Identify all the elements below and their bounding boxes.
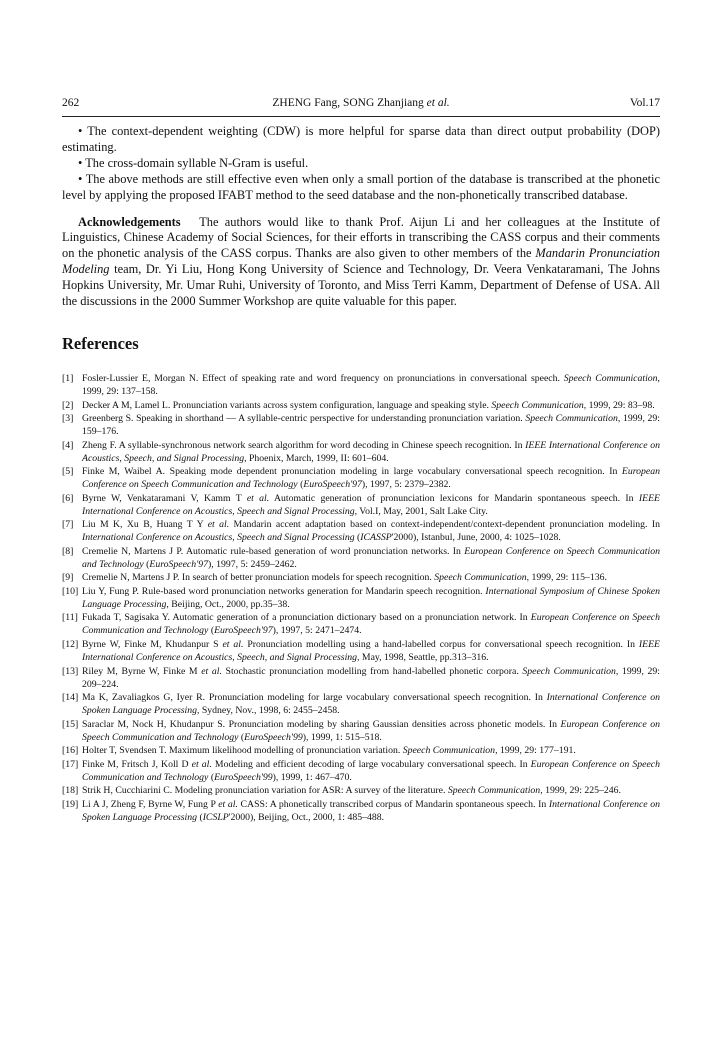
reference-text: ( [208,771,215,783]
reference-italic-text: EuroSpeech'97 [303,479,362,491]
reference-item [62,798,660,824]
reference-text: Finke M, Fritsch J, Koll D [82,758,192,770]
reference-text: , Sydney, Nov., 1998, 6: 2455–2458. [197,705,340,717]
reference-text: , 1999, 29: 225–246. [540,785,621,797]
reference-number: [4] [62,439,74,451]
bullet-point: • The cross-domain syllable N-Gram is useful. [78,155,309,170]
reference-item [62,744,660,757]
reference-text: Riley M, Byrne W, Finke M [82,665,202,677]
reference-text: ), 1999, 1: 515–518. [302,731,382,743]
acknowledgements-text: The authors would like to thank Prof. Aijun Li and her colleagues at the Institute of Linguistics, Chinese Academy of Social Sciences, for their efforts in transcribing the CASS corpus and their comments on the phonetic analysis of the CASS corpus. Thanks are also given to other members of the [62,214,660,261]
reference-text: '2000), Beijing, Oct., 2000, 1: 485–488. [228,811,385,823]
reference-italic-text: Speech Communication [525,413,618,425]
reference-text: CASS: A phonetically transcribed corpus of Mandarin spontaneous speech. In [237,798,549,810]
reference-item [62,585,660,611]
reference-item [62,372,660,398]
reference-item [62,465,660,491]
acknowledgements-paragraph [62,215,660,310]
volume-label: Vol.17 [629,97,660,109]
reference-number: [6] [62,492,74,504]
reference-text: Ma K, Zavaliagkos G, Iyer R. Pronunciation modeling for large vocabulary conversational speech recognition. In [82,692,547,704]
bullet-point: • The context-dependent weighting (CDW) is more helpful for sparse data than direct output probability (DOP) estimating. [62,124,660,154]
reference-text: , 1999, 29: 83–98. [583,399,655,411]
header-rule [62,116,660,117]
reference-text: Cremelie N, Martens J P. Automatic rule-based generation of word pronunciation networks. In [82,545,465,557]
reference-italic-text: International Conference on Acoustics, Speech and Signal Processing [82,532,355,544]
reference-number: [14] [62,692,79,704]
reference-number: [18] [62,785,79,797]
reference-number: [10] [62,585,79,597]
acknowledgements-team-name: Mandarin Pronunciation Modeling [62,246,660,277]
reference-italic-text: EuroSpeech'99 [214,771,273,783]
reference-text: , 1999, 29: 159–176. [82,413,660,438]
reference-text: Greenberg S. Speaking in shorthand — A syllable-centric perspective for understanding pronunciation variation. [82,413,526,425]
reference-number: [2] [62,399,74,411]
reference-text: ), 1997, 5: 2471–2474. [272,625,362,637]
reference-italic-text: et al. [207,519,230,531]
reference-number: [9] [62,572,74,584]
reference-item [62,545,660,571]
reference-italic-text: European Conference on Speech Communication and Technology [82,545,660,570]
reference-italic-text: European Conference on Speech Communication and Technology [82,718,660,743]
reference-text: Li A J, Zheng F, Byrne W, Fung P [82,798,219,810]
reference-text: Liu M K, Xu B, Huang T Y [82,519,208,531]
reference-item [62,571,660,584]
reference-italic-text: et al. [191,758,212,770]
reference-italic-text: European Conference on Speech Communication and Technology [82,466,660,491]
reference-text: ( [238,731,245,743]
reference-text: Automatic generation of pronunciation lexicons for Mandarin spontaneous speech. In [269,492,639,504]
reference-item [62,439,660,465]
reference-italic-text: et al. [201,665,222,677]
reference-text: ), 1997, 5: 2379–2382. [361,479,451,491]
reference-text: Saraclar M, Nock H, Khudanpur S. Pronunciation modeling by sharing Gaussian densities across phonetic models. In [82,718,561,730]
reference-italic-text: et al. [246,492,270,504]
bullet-point: • The above methods are still effective even when only a small portion of the database is transcribed at the phonetic level by applying the proposed IFABT method to the seed database and the non-phonetically transcribed database. [62,171,660,202]
references-list [62,372,660,824]
reference-text: Byrne W, Venkataramani V, Kamm T [82,492,247,504]
reference-text: Fosler-Lussier E, Morgan N. Effect of speaking rate and word frequency on pronunciations in conversational speech. [82,373,564,384]
reference-text: Cremelie N, Martens J P. In search of better pronunciation models for speech recognition. [82,572,435,584]
references-title: References [62,334,139,353]
reference-italic-text: Speech Communication [434,572,527,584]
reference-text: , Vol.I, May, 2001, Salt Lake City. [354,505,488,517]
reference-text: Liu Y, Fung P. Rule-based word pronunciation networks generation for Mandarin speech recognition. [82,585,486,597]
reference-text: , May, 1998, Seattle, pp.313–316. [357,652,489,664]
reference-italic-text: Speech Communication [491,399,584,411]
reference-italic-text: et al. [222,639,244,651]
reference-text: Stochastic pronunciation modelling from hand-labelled phonetic corpora. [221,665,523,677]
reference-italic-text: Speech Communication [563,373,658,384]
running-head-authors [62,97,660,109]
reference-italic-text: International Conference on Spoken Language Processing [82,692,660,717]
acknowledgements-heading: Acknowledgements [78,214,181,229]
reference-italic-text: Speech Communication [522,665,616,677]
reference-italic-text: European Conference on Speech Communication and Technology [82,612,660,637]
reference-italic-text: ICASSP [360,532,392,544]
reference-item [62,784,660,797]
reference-italic-text: International Conference on Spoken Language Processing [82,798,661,823]
reference-number: [17] [62,758,79,770]
reference-number: [16] [62,745,79,757]
reference-number: [5] [62,466,74,478]
reference-number: [12] [62,639,79,651]
reference-italic-text: ICSLP [202,811,229,823]
reference-italic-text: EuroSpeech'97 [214,625,273,637]
acknowledgements-text-continued: team, Dr. Yi Liu, Hong Kong University of Science and Technology, Dr. Veera Venkataramani, The Johns Hopkins University, Mr. Umar Ruhi, University of Toronto, and Miss Terri Kamm, Department of Defense of USA. All the discussions in the 2000 Summer Workshop are quite valuable for this paper. [62,262,660,309]
reference-italic-text: Speech Communication [402,745,496,757]
reference-text: ( [197,811,203,823]
reference-text: ( [143,558,150,570]
reference-item [62,718,660,744]
reference-italic-text: European Conference on Speech Communication and Technology [82,758,661,783]
reference-text: , Beijing, Oct., 2000, pp.35–38. [166,598,290,610]
reference-text: Strik H, Cucchiarini C. Modeling pronunciation variation for ASR: A survey of the literature. [82,785,448,797]
reference-item [62,638,660,664]
reference-number: [15] [62,718,79,730]
reference-number: [19] [62,798,79,810]
reference-text: , 1999, 29: 137–158. [82,373,660,397]
reference-text: Pronunciation modelling using a hand-labelled corpus for conversational speech recognition. In [243,639,639,651]
reference-text: ( [297,479,304,491]
reference-number: [11] [62,612,78,624]
reference-number: [8] [62,545,74,557]
reference-number: [7] [62,519,74,531]
running-head-et-al: et al. [426,97,450,109]
reference-item [62,611,660,637]
reference-text: Finke M, Waibel A. Speaking mode dependent pronunciation modeling in large vocabulary conversational speech recognition. In [82,466,622,478]
reference-text: Holter T, Svendsen T. Maximum likelihood modelling of pronunciation variation. [82,745,403,757]
reference-text: ), 1997, 5: 2459–2462. [207,558,297,570]
reference-text: , Phoenix, March, 1999, II: 601–604. [244,452,389,464]
reference-item [62,518,660,544]
reference-text: , 1999, 29: 177–191. [495,745,576,757]
reference-italic-text: Speech Communication [447,785,541,797]
reference-italic-text: International Symposium of Chinese Spoken Language Processing [82,585,660,610]
reference-number: [3] [62,413,74,425]
reference-text: '2000), Istanbul, June, 2000, 4: 1025–1028. [391,532,561,544]
reference-text: Decker A M, Lamel L. Pronunciation variants across system configuration, language and speaking style. [82,399,492,411]
reference-item [62,492,660,518]
reference-italic-text: EuroSpeech'99 [244,731,303,743]
reference-item [62,691,660,717]
reference-italic-text: et al. [218,798,238,810]
reference-item [62,399,660,412]
reference-text: , 1999, 29: 209–224. [82,665,660,690]
running-head-author-names: ZHENG Fang, SONG Zhanjiang [272,97,424,109]
reference-item [62,665,660,691]
reference-item [62,412,660,438]
reference-text: Byrne W, Finke M, Khudanpur S [82,639,223,651]
reference-italic-text: EuroSpeech'97 [149,558,208,570]
reference-text: Zheng F. A syllable-synchronous network search algorithm for word decoding in Chinese speech recognition. In [82,439,526,451]
page-number: 262 [62,97,80,109]
reference-text: Modeling and efficient decoding of large vocabulary conversational speech. In [211,758,531,770]
reference-text: Fukada T, Sagisaka Y. Automatic generation of a pronunciation dictionary based on a pronunciation network. In [82,612,531,624]
reference-text: , 1999, 29: 115–136. [526,572,607,584]
body-text [62,124,660,310]
reference-number: [1] [62,373,74,384]
reference-italic-text: IEEE International Conference on Acoustics, Speech, and Signal Processing [82,439,661,464]
reference-text: ( [354,532,361,544]
reference-text: Mandarin accent adaptation based on context-independent/context-dependent pronunciation modeling. In [229,519,660,531]
running-head [62,97,660,113]
reference-italic-text: IEEE International Conference on Acoustics, Speech and Signal Processing [82,492,660,517]
reference-item [62,758,660,784]
reference-italic-text: IEEE International Conference on Acoustics, Speech, and Signal Processing [82,639,661,664]
reference-number: [13] [62,665,79,677]
reference-text: ), 1999, 1: 467–470. [272,771,352,783]
reference-text: ( [208,625,215,637]
